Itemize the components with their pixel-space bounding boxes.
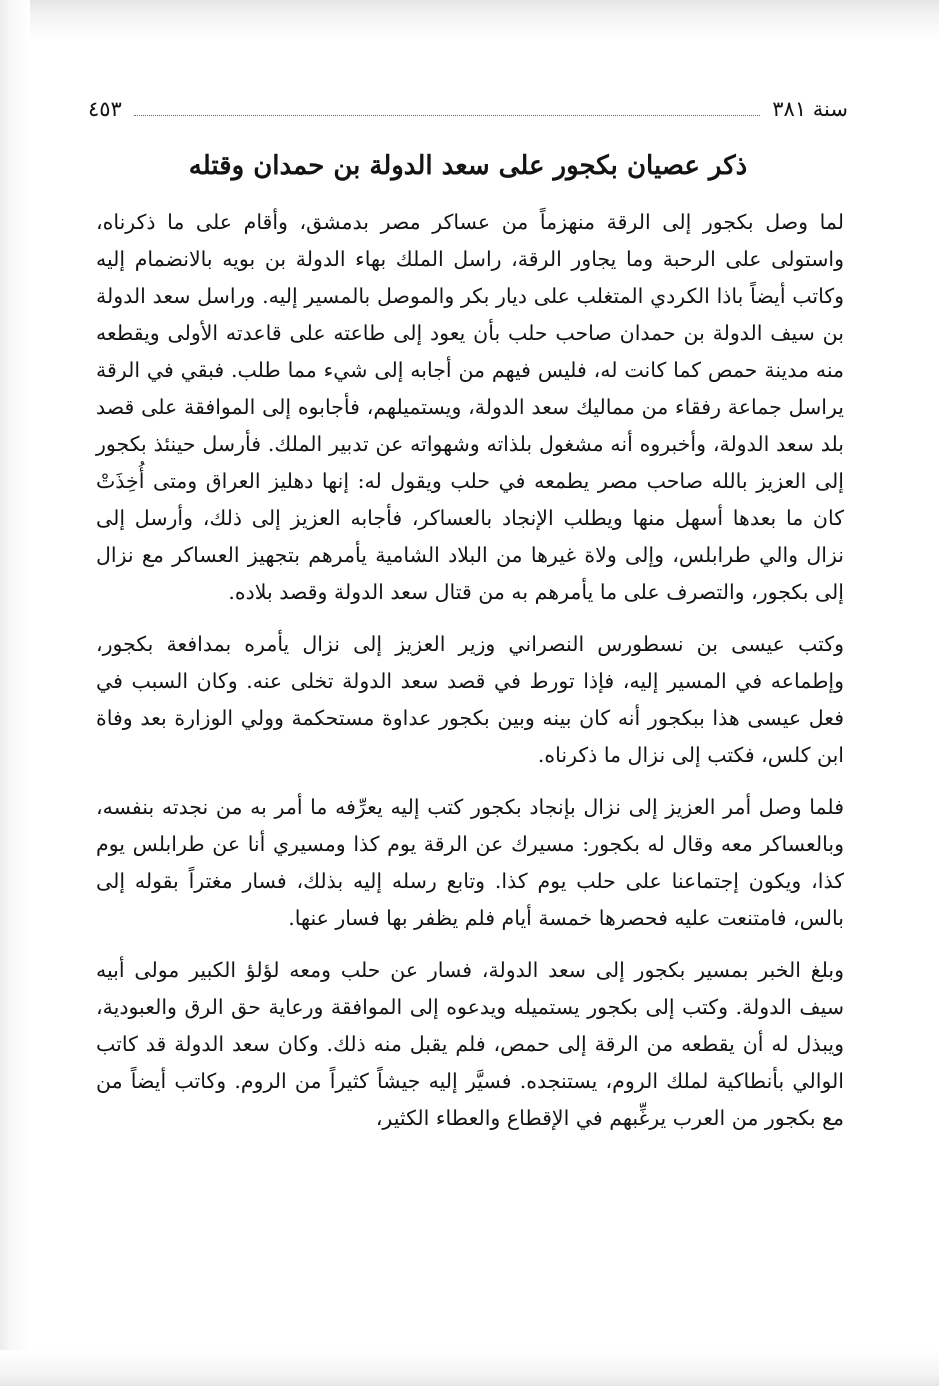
header-dotted-rule: [134, 115, 760, 116]
page-header: [88, 90, 848, 122]
section-title: ذكر عصيان بكجور على سعد الدولة بن حمدان وقتله: [188, 151, 748, 181]
scan-edge-bottom: [0, 1350, 939, 1386]
body-text: [96, 204, 844, 1137]
paragraph-2: وكتب عيسى بن نسطورس النصراني وزير العزيز إلى نزال يأمره بمدافعة بكجور، وإطماعه في المسير إليه، فإذا تورط في قصد سعد الدولة تخلى عنه. وكان السبب في فعل عيسى هذا ببكجور أنه كان بينه وبين بكجور عداوة مستحكمة وولي الوزارة بعد وفاة ابن كلس، فكتب إلى نزال ما ذكرناه.: [96, 632, 844, 767]
page-number: ٤٥٣: [88, 97, 122, 121]
paragraph-3: فلما وصل أمر العزيز إلى نزال بإنجاد بكجور كتب إليه يعرِّفه ما أمر به من نجدته بنفسه، وبالعساكر معه وقال له بكجور: مسيرك عن الرقة يوم كذا ومسيري أنا عن طرابلس يوم كذا، ويكون إجتماعنا على حلب يوم كذا. وتابع رسله إليه بذلك، فسار مغتراً بقوله إلى بالس، فامتنعت عليه فحصرها خمسة أيام فلم يظفر بها فسار عنها.: [96, 795, 844, 930]
scan-edge-top: [0, 0, 939, 42]
scan-edge-left: [0, 0, 30, 1386]
running-head-year: سنة ٣٨١: [772, 97, 848, 121]
paragraph-1: لما وصل بكجور إلى الرقة منهزماً من عساكر مصر بدمشق، وأقام على ما ذكرناه، واستولى على الرحبة وما يجاور الرقة، راسل الملك بهاء الدولة بن بويه بالانضمام إليه وكاتب أيضاً باذا الكردي المتغلب على ديار بكر والموصل بالمسير إليه. وراسل سعد الدولة بن سيف الدولة بن حمدان صاحب حلب بأن يعود إلى طاعته على قاعدته الأولى ويقطعه منه مدينة حمص كما كانت له، فليس فيهم من أجابه إلى شيء مما طلب. فبقي في الرقة يراسل جماعة رفقاء من مماليك سعد الدولة، ويستميلهم، فأجابوه إلى الموافقة على قصد بلد سعد الدولة، وأخبروه أنه مشغول بلذاته وشهواته عن تدبير الملك. فأرسل حينئذ بكجور إلى العزيز بالله صاحب مصر يطمعه في حلب ويقول له: إنها دهليز العراق ومتى أُخِذَتْ كان ما بعدها أسهل منها ويطلب الإنجاد بالعساكر، فأجابه العزيز إلى ذلك، وأرسل إلى نزال والي طرابلس، وإلى ولاة غيرها من البلاد الشامية يأمرهم بتجهيز العساكر مع نزال إلى بكجور، والتصرف على ما يأمرهم به من قتال سعد الدولة وقصد بلاده.: [96, 210, 844, 604]
paragraph-4: وبلغ الخبر بمسير بكجور إلى سعد الدولة، فسار عن حلب ومعه لؤلؤ الكبير مولى أبيه سيف الدولة. وكتب إلى بكجور يستميله ويدعوه إلى الموافقة ورعاية حق الرق والعبودية، ويبذل له أن يقطعه من الرقة إلى حمص، فلم يقبل منه ذلك. وكان سعد الدولة قد كاتب الوالي بأنطاكية لملك الروم، يستنجده. فسيَّر إليه جيشاً كثيراً من الروم. وكاتب أيضاً من مع بكجور من العرب يرغِّبهم في الإقطاع والعطاء الكثير،: [96, 958, 845, 1130]
